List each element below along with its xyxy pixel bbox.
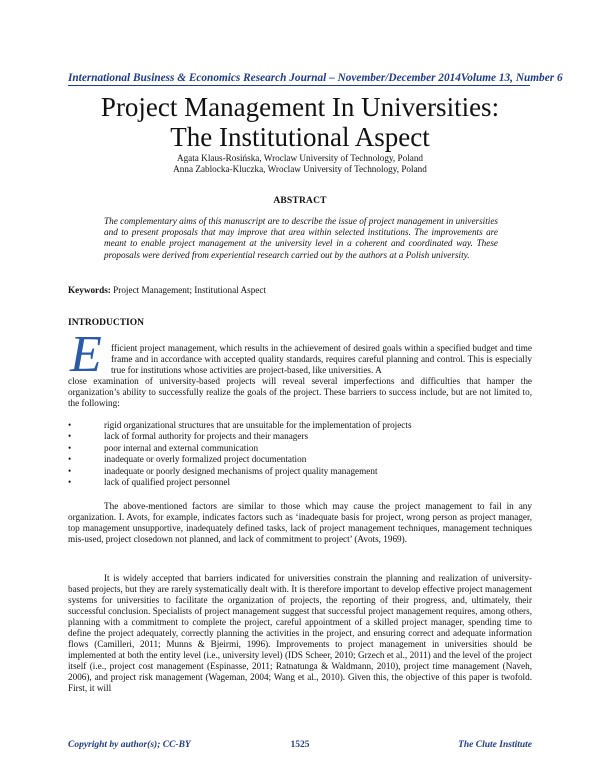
list-item: • lack of qualified project personnel	[68, 477, 231, 488]
author-list	[60, 153, 540, 175]
bullet-icon: •	[68, 420, 72, 430]
keywords-text: Project Management; Institutional Aspect	[113, 285, 267, 295]
introduction-heading: INTRODUCTION	[68, 318, 145, 328]
bullet-icon: •	[68, 454, 72, 465]
abstract-heading: ABSTRACT	[273, 196, 327, 206]
bullet-icon: •	[68, 442, 72, 453]
intro-paragraph-1-first: fficient project management, which results in the achievement of desired goals within a specified budget and time frame and in accordance with accepted quality standards, requires careful planning and control. This is especially true for institutions whose activities are project-based, like universities. A	[111, 343, 532, 375]
abstract-text: The complementary aims of this manuscript are to describe the issue of project management in universities and to present proposals that may improve that area within selected institutions. The improvements are meant to enable project management at the university level in a coherent and coordinated way. These proposals were derived from experiential research carried out by the authors at a Polish university.	[104, 216, 498, 260]
running-header	[68, 68, 563, 86]
paper-title	[60, 92, 540, 152]
author-1: Agata Klaus-Rosińska, Wroclaw University of Technology, Poland	[176, 153, 424, 163]
intro-paragraph-2: The above-mentioned factors are similar to those which may cause the project management to fail in any organization. I. Avots, for example, indicates factors such as ‘inadequate basis for project, wrong person as project manager, top management unsupportive, inadequately defined tasks, lack of project management techniques, management techniques mis-used, project closedown not planned, and lack of commitment to project’ (Avots, 1969).	[68, 501, 532, 544]
intro-paragraph-1-rest: close examination of university-based projects will reveal several imperfections and difficulties that hamper the organization’s ability to successfully realize the goals of the project. These barriers to success include, but are not limited to, the following:	[68, 376, 532, 408]
list-item: • rigid organizational structures that are unsuitable for the implementation of projects	[68, 420, 412, 430]
bullet-icon: •	[68, 465, 72, 476]
keywords	[68, 285, 534, 295]
list-item: • poor internal and external communication	[68, 442, 259, 453]
page-footer	[68, 740, 532, 750]
copyright-notice: Copyright by author(s); CC-BY	[68, 740, 191, 750]
volume-number: Volume 13, Number 6	[460, 72, 563, 84]
drop-cap: E	[70, 326, 102, 383]
barrier-list	[68, 420, 532, 488]
title-line-1: Project Management In Universities:	[100, 92, 500, 122]
page-number: 1525	[290, 740, 310, 750]
bullet-icon: •	[68, 477, 72, 488]
title-line-2: The Institutional Aspect	[170, 122, 430, 152]
author-2: Anna Zablocka-Kluczka, Wroclaw University of Technology, Poland	[173, 164, 427, 174]
journal-name: International Business & Economics Research Journal – November/December 2014	[68, 72, 461, 84]
list-item: • inadequate or poorly designed mechanisms of project quality management	[68, 465, 378, 476]
list-item: • lack of formal authority for projects and their managers	[68, 431, 309, 442]
list-item: • inadequate or overly formalized project documentation	[68, 454, 307, 465]
bullet-icon: •	[68, 431, 72, 442]
intro-paragraph-3: It is widely accepted that barriers indicated for universities constrain the planning and realization of university-based projects, but they are rarely systematically dealt with. It is therefore important to develop effective project management systems for universities to facilitate the organization of projects, the reporting of their progress, and, ultimately, their successful conclusion. Specialists of project management suggest that successful project management requires, among others, planning with a commitment to complete the project, careful appointment of a skilled project manager, spending time to define the project adequately, correctly planning the activities in the project, and ensuring correct and adequate information flows (Camilleri, 2011; Munns & Bjeirmi, 1996). Improvements to project management in universities should be implemented at both the entity level (i.e., university level) (IDS Scheer, 2010; Grzech et al., 2011) and the level of the project itself (i.e., project cost management (Espinasse, 2011; Ratnatunga & Waldmann, 2010), project time management (Naveh, 2006), and project risk management (Wageman, 2004; Wang et al., 2010). Given this, the objective of this paper is twofold. First, it will	[68, 573, 532, 693]
keywords-label: Keywords:	[68, 285, 111, 295]
publisher-name: The Clute Institute	[458, 740, 532, 750]
